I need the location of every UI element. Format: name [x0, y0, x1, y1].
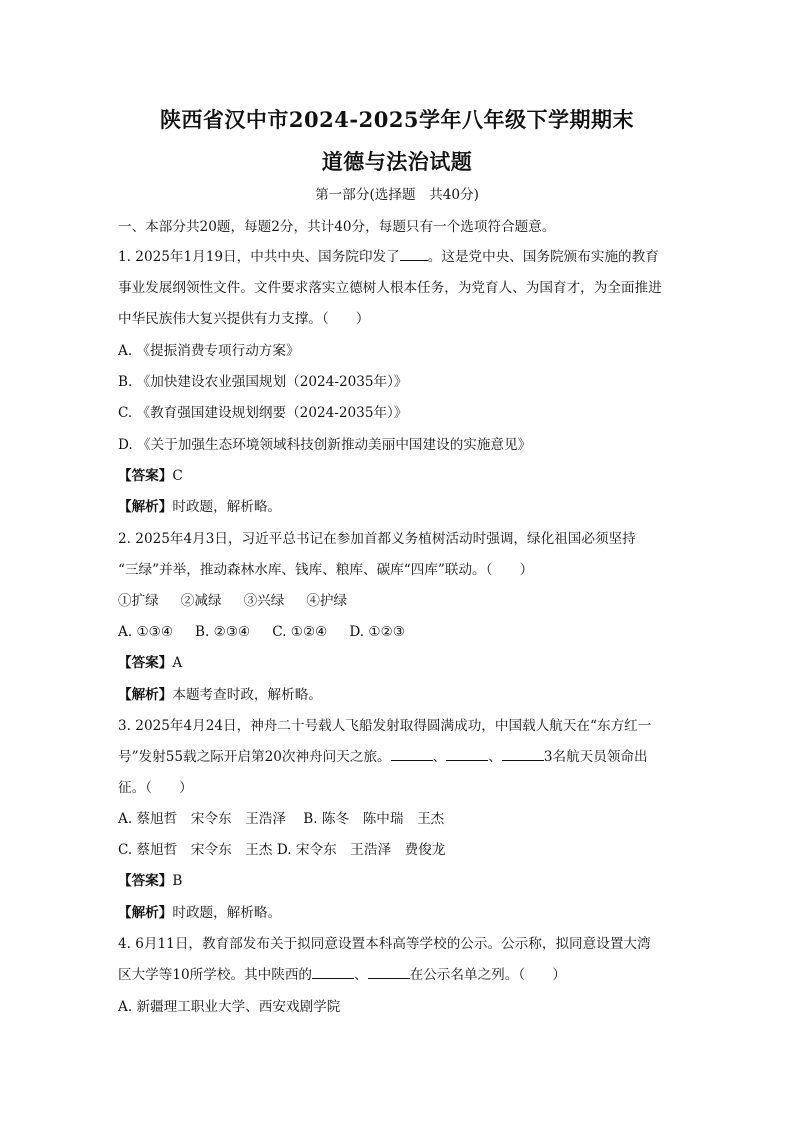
question-2-options	[118, 623, 688, 641]
answer-blank	[312, 966, 354, 979]
question-4-line-2: 区大学等10所学校。其中陕西的 、 在公示名单之列。（ ）	[118, 967, 566, 983]
question-2-items	[118, 592, 688, 610]
question-1-option-a: A. 《提振消费专项行动方案》	[118, 343, 300, 359]
question-4-line-1: 4. 6月11日，教育部发布关于拟同意设置本科高等学校的公示。公示称，拟同意设置大湾	[118, 936, 651, 952]
question-1-option-b: B. 《加快建设农业强国规划（2024-2035年）》	[118, 374, 408, 390]
question-3-line-3: 征。（ ）	[118, 780, 193, 796]
option-d: D. ①②③	[349, 624, 405, 640]
answer-blank	[502, 748, 544, 761]
question-1-line-3: 中华民族伟大复兴提供有力支撑。（ ）	[118, 311, 370, 327]
section-heading: 第一部分(选择题 共40分)	[315, 187, 479, 203]
question-2-answer: 【答案】A	[118, 655, 183, 671]
option-a: A. 蔡旭哲 宋令东 王浩泽	[118, 811, 286, 827]
question-3-line-2: 号”发射55载之际开启第20次神舟问天之旅。 、 、 3名航天员领命出	[118, 749, 648, 765]
question-1-analysis: 【解析】时政题，解析略。	[118, 499, 282, 515]
question-3-line-1: 3. 2025年4月24日，神舟二十号载人飞船发射取得圆满成功，中国载人航天在“东方红一	[118, 718, 652, 734]
option-d: D. 宋令东 王浩泽 费俊龙	[276, 842, 446, 858]
question-2-line-1: 2. 2025年4月3日，习近平总书记在参加首都义务植树活动时强调，绿化祖国必须坚持	[118, 531, 636, 547]
question-2-analysis: 【解析】本题考查时政，解析略。	[118, 687, 322, 703]
exam-title: 陕西省汉中市2024-2025学年八年级下学期期末	[159, 107, 635, 132]
answer-blank	[368, 966, 410, 979]
question-4-option-a: A. 新疆理工职业大学、西安戏剧学院	[118, 999, 341, 1015]
item-4: ④护绿	[306, 593, 348, 609]
option-a: A. ①③④	[118, 624, 174, 640]
question-1-answer: 【答案】C	[118, 468, 183, 484]
option-c: C. ①②④	[272, 624, 328, 640]
answer-blank	[391, 748, 433, 761]
option-b: B. ②③④	[195, 624, 251, 640]
question-3-options-ab	[118, 810, 688, 828]
question-3-answer: 【答案】B	[118, 873, 183, 889]
item-2: ②减绿	[180, 593, 222, 609]
item-3: ③兴绿	[243, 593, 285, 609]
question-1-line-1: 1. 2025年1月19日，中共中央、国务院印发了 。这是党中央、国务院颁布实施的教育	[118, 249, 659, 265]
item-1: ①扩绿	[118, 593, 159, 609]
answer-blank	[446, 748, 488, 761]
instructions: 一、本部分共20题，每题2分，共计40分，每题只有一个选项符合题意。	[118, 219, 556, 235]
question-1-line-2: 事业发展纲领性文件。文件要求落实立德树人根本任务，为党育人、为国育才，为全面推进	[118, 280, 662, 296]
question-2-line-2: “三绿”并举，推动森林水库、钱库、粮库、碳库“四库”联动。（ ）	[118, 562, 534, 578]
question-1-option-c: C. 《教育强国建设规划纲要（2024-2035年）》	[118, 405, 408, 421]
exam-subject: 道德与法治试题	[321, 149, 473, 174]
question-3-options-cd	[118, 841, 688, 859]
option-b: B. 陈冬 陈中瑞 王杰	[303, 811, 445, 827]
question-1-option-d: D. 《关于加强生态环境领域科技创新推动美丽中国建设的实施意见》	[118, 437, 532, 453]
question-3-analysis: 【解析】时政题，解析略。	[118, 905, 282, 921]
option-c: C. 蔡旭哲 宋令东 王杰	[118, 842, 273, 858]
answer-blank	[400, 248, 428, 261]
